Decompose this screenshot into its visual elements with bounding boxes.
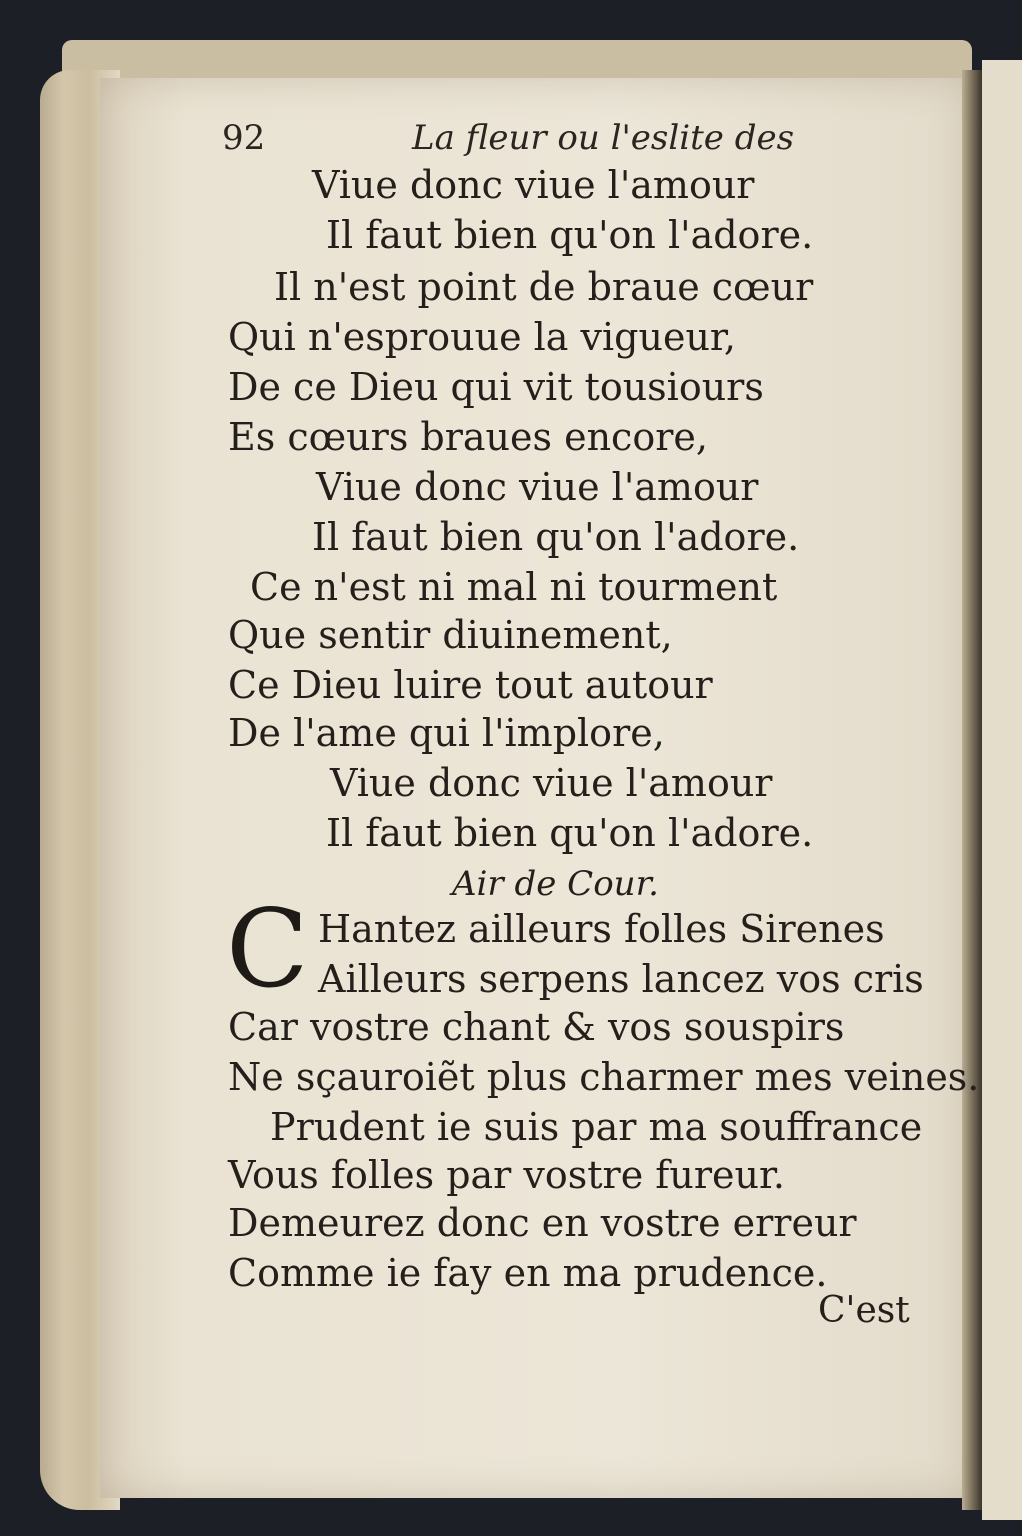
page-number: 92: [222, 118, 266, 158]
verse-line: Vous folles par vostre fureur.: [228, 1153, 786, 1197]
verse-line: Car vostre chant & vos souspirs: [228, 1005, 845, 1049]
verse-line: Ailleurs serpens lancez vos cris: [318, 957, 924, 1001]
section-heading: Air de Cour.: [452, 864, 659, 904]
facing-page-edge: [982, 60, 1022, 1520]
verse-line: Hantez ailleurs folles Sirenes: [318, 907, 885, 951]
page-header: [222, 118, 795, 168]
verse-line: Viue donc viue l'amour: [312, 163, 755, 207]
verse-line: Viue donc viue l'amour: [330, 761, 773, 805]
catchword: C'est: [818, 1290, 910, 1331]
verse-line: De l'ame qui l'implore,: [228, 711, 665, 755]
verse-line: Que sentir diuinement,: [228, 613, 673, 657]
verse-line: Prudent ie suis par ma souffrance: [270, 1105, 923, 1149]
verse-line: Ne sçauroiẽt plus charmer mes veines.: [228, 1055, 980, 1099]
book-gutter: [962, 70, 982, 1510]
verse-line: Viue donc viue l'amour: [316, 465, 759, 509]
drop-cap: C: [226, 887, 309, 1012]
verse-line: Qui n'esprouue la vigueur,: [228, 315, 736, 359]
verse-line: Es cœurs braues encore,: [228, 415, 708, 459]
verse-line: Demeurez donc en vostre erreur: [228, 1201, 857, 1245]
verse-line: Ce Dieu luire tout autour: [228, 663, 713, 707]
verse-line: Il faut bien qu'on l'adore.: [326, 213, 814, 257]
verse-line: Il faut bien qu'on l'adore.: [326, 811, 814, 855]
verse-line: De ce Dieu qui vit tousiours: [228, 365, 764, 409]
verse-line: Il n'est point de braue cœur: [274, 265, 814, 309]
verse-line: Comme ie fay en ma prudence.: [228, 1251, 828, 1295]
verse-line: Il faut bien qu'on l'adore.: [312, 515, 800, 559]
running-title: La fleur ou l'eslite des: [412, 118, 795, 158]
verse-line: Ce n'est ni mal ni tourment: [250, 565, 778, 609]
